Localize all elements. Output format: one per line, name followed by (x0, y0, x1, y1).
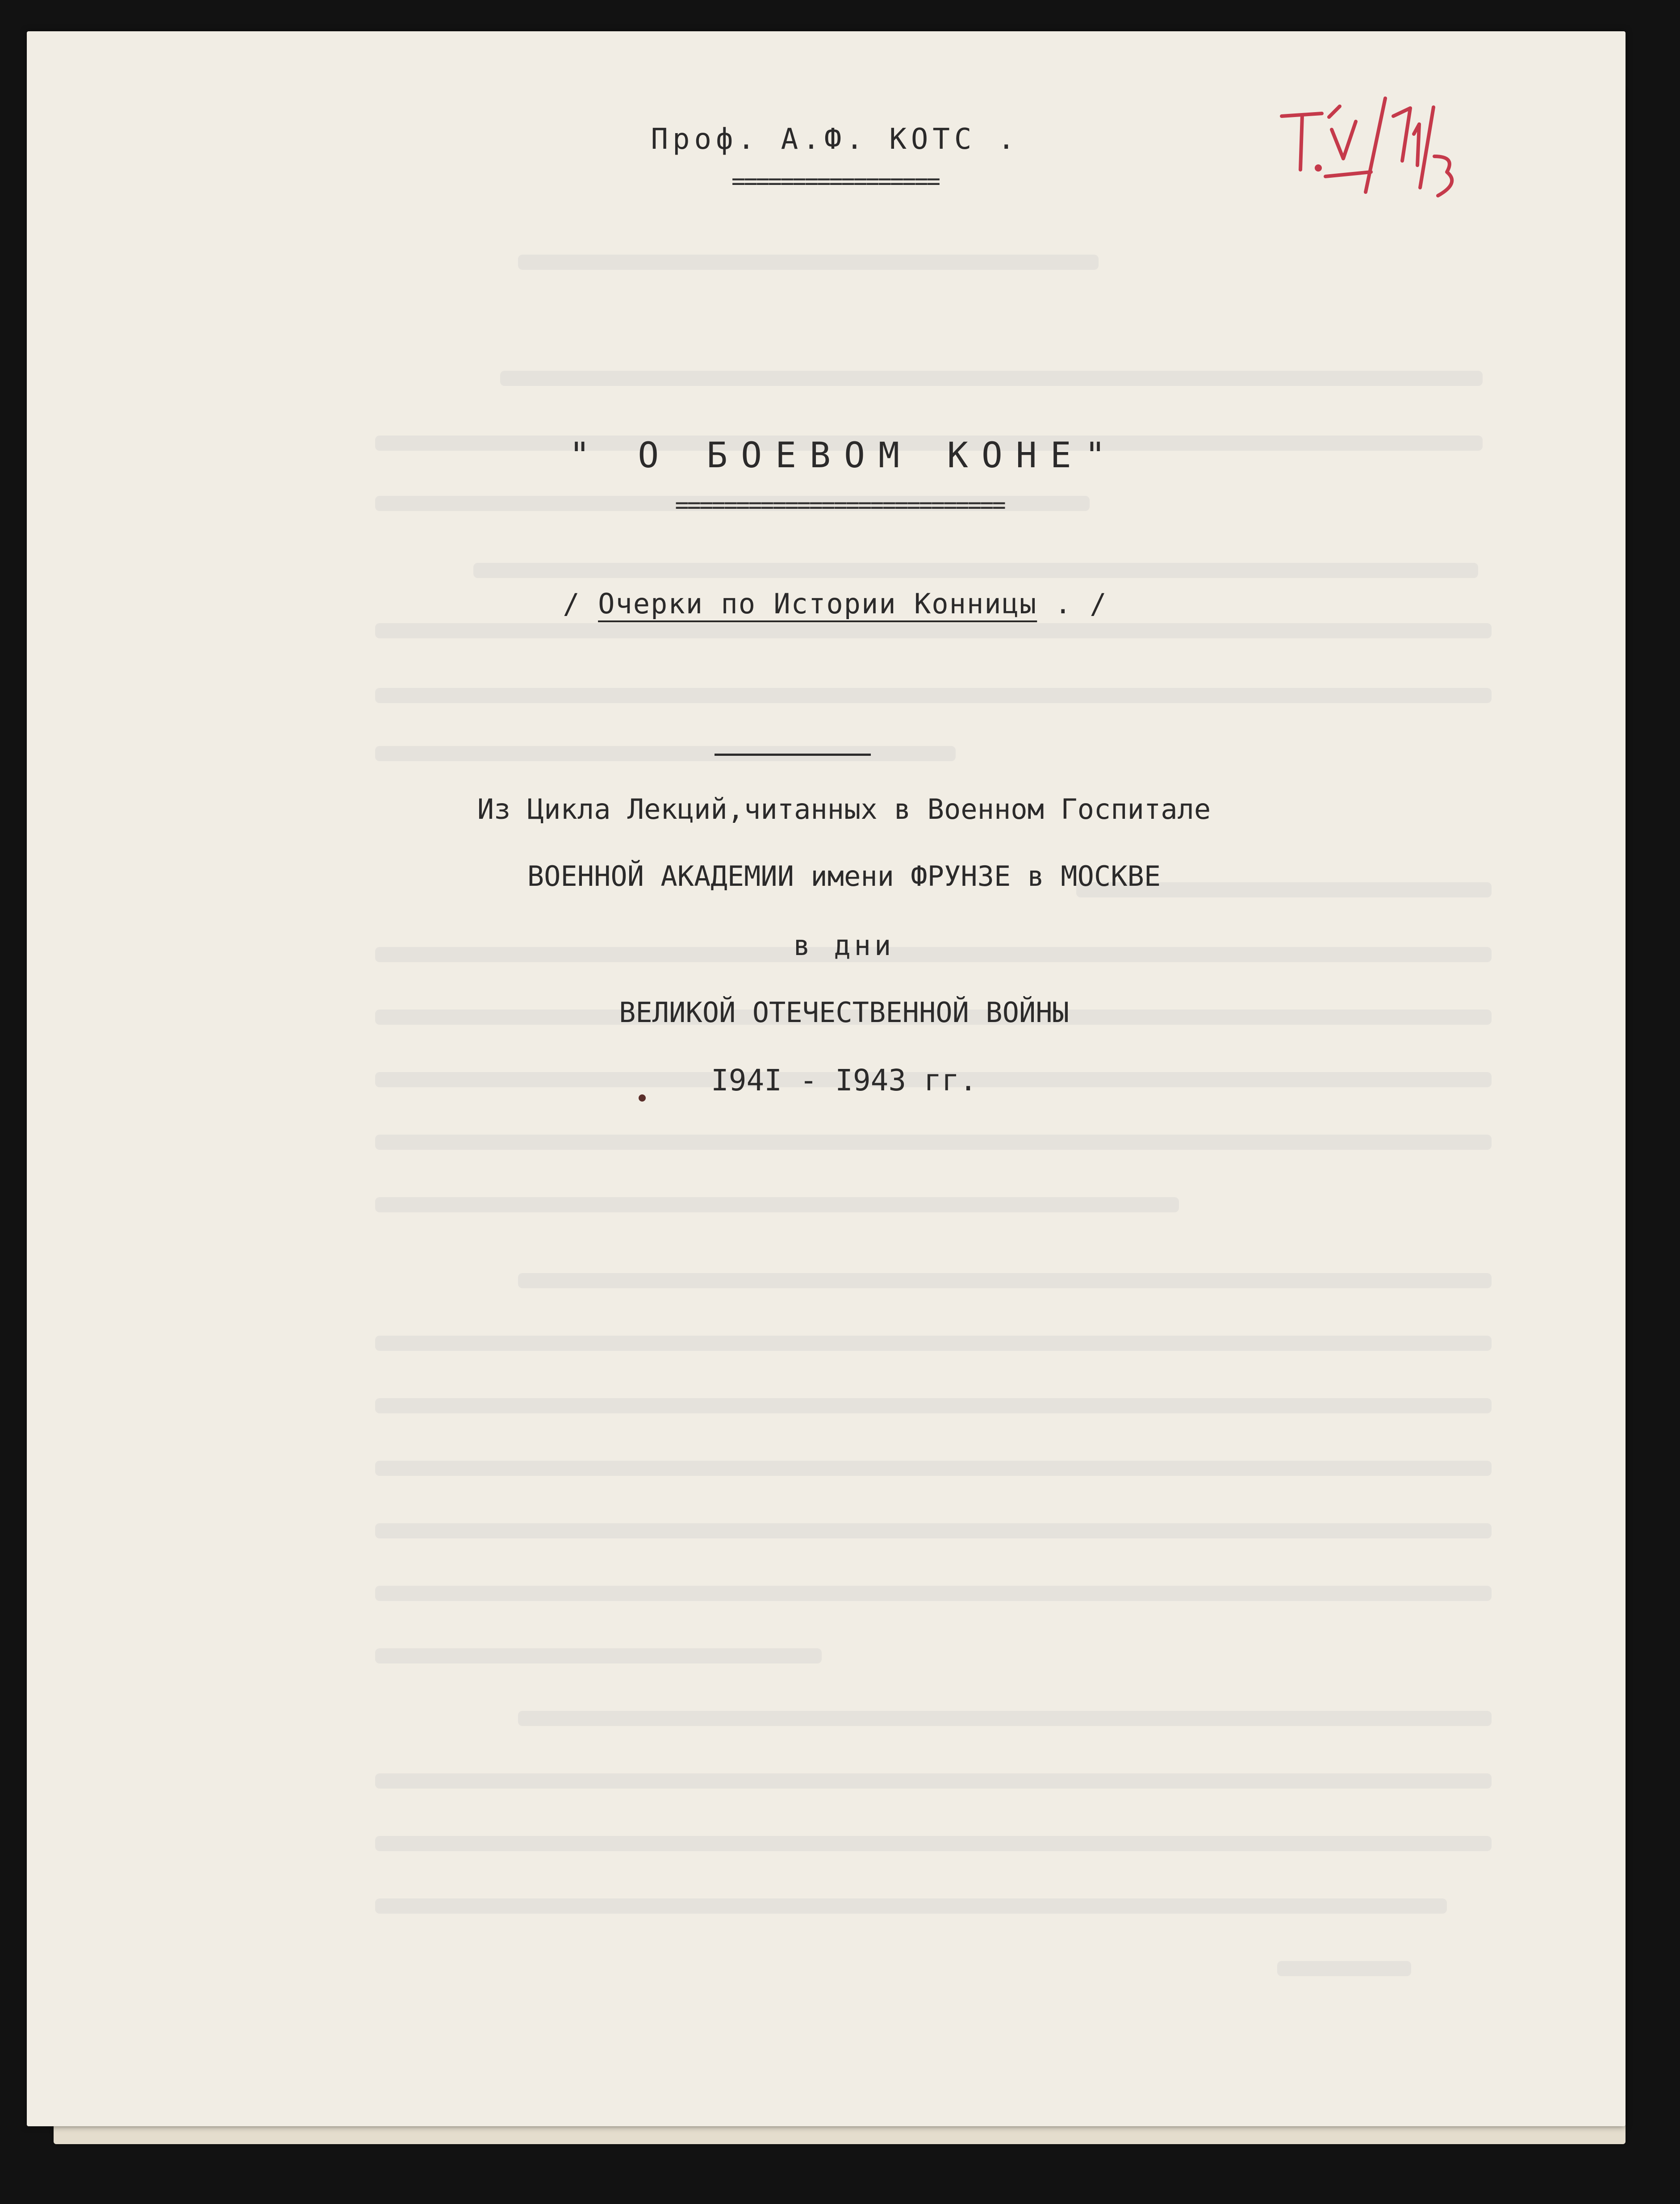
title-underline-rule: =========================== (675, 494, 1004, 517)
in-days-line: в дни (793, 929, 895, 962)
archive-stamp-mark (1268, 80, 1465, 201)
lecture-cycle-line: Из Цикла Лекций,читанных в Военном Госпитале (477, 793, 1211, 825)
document-page (27, 31, 1626, 2126)
subtitle-open-slash: / (563, 587, 598, 620)
author-underline-rule: ================= (731, 170, 939, 193)
document-title: " О БОЕВОМ КОНЕ" (569, 436, 1119, 476)
war-line: ВЕЛИКОЙ ОТЕЧЕСТВЕННОЙ ВОЙНЫ (619, 996, 1069, 1029)
subtitle-close-slash: . / (1037, 587, 1107, 620)
years-line: I94I - I943 гг. (710, 1063, 978, 1098)
separator-dash (715, 754, 871, 756)
academy-line: ВОЕННОЙ АКАДЕМИИ имени ФРУНЗЕ в МОСКВЕ (527, 860, 1161, 892)
author-line: Проф. А.Ф. КОТС . (651, 123, 1020, 156)
subtitle-line (27, 587, 1626, 620)
subtitle-text: Очерки по Истории Конницы (598, 587, 1037, 620)
